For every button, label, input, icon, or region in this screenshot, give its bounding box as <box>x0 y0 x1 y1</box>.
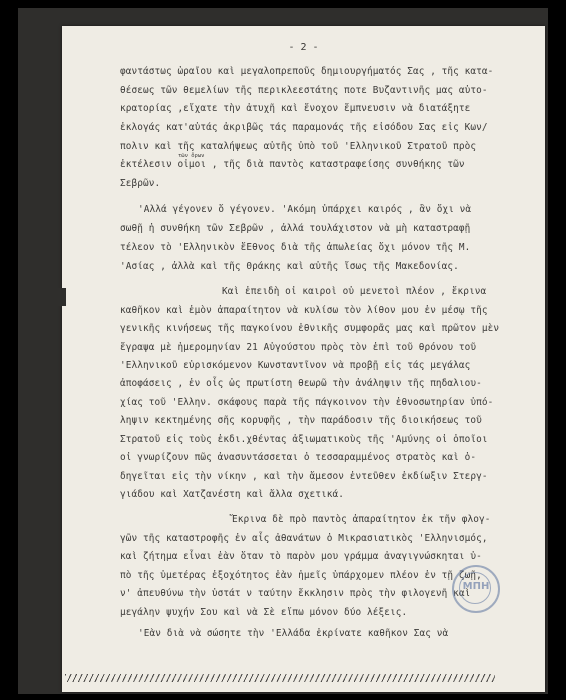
text-line: θέσεως τῶν θεμελίων τῆς περικλεεστάτης ποτε Βυζαντινῆς μας αὐτο- <box>120 85 488 96</box>
archive-stamp <box>452 565 500 613</box>
text-line: οἱ γνωρίζουν πῶς ἀνασυντάσσεται ὁ τεσσαραμμένος στρατὸς καὶ ὁ- <box>120 452 477 463</box>
typed-slash-rule <box>65 674 495 682</box>
text-line: ἔγραψα μὲ ἡμερομηνίαν 21 Αὐγούστου πρὸς τὸν ἐπὶ τοῦ θρόνου τοῦ <box>120 342 477 353</box>
text-line: 'Αλλά γέγονεν ὅ γέγονεν. 'Ακόμη ὑπάρχει καιρός , ἂν ὄχι νὰ <box>138 204 472 215</box>
paper-notch <box>56 288 66 306</box>
text-line: καὶ ζήτημα εἶναι ἐὰν ὅταν τὸ παρὸν μου γράμμα ἀναγιγνώσκηται ὑ- <box>120 551 482 562</box>
stamp-text: ΜΠΗ <box>462 581 490 592</box>
text-line: ἐκλογάς κατ'αὐτάς ἀκριβῶς τάς παραμονάς τῆς εἰσόδου Σας εἰς Κων/ <box>120 122 488 133</box>
text-line: κρατορίας ,εἴχατε τὴν ἀτυχῆ καὶ ἔνοχον ἔμπνευσιν νὰ διατάξητε <box>120 103 471 114</box>
page-number: - 2 - <box>288 42 319 53</box>
text-line: μεγάλην ψυχήν Σου καὶ νὰ Σὲ εἴπω μόνον δύο λέξεις. <box>120 607 408 618</box>
text-line: γενικῆς κινήσεως τῆς παγκοίνου ἐθνικῆς συμφορᾶς μας καὶ πρῶτον μὲν <box>120 323 500 334</box>
handwritten-annotation: τῶν ὅρων <box>178 153 205 159</box>
text-line: 'Εὰν διὰ νὰ σώσητε τὴν 'Ελλάδα ἐκρίνατε καθῆκον Σας νὰ <box>138 628 449 639</box>
text-line: γιάδου καὶ Χατζανέστη καὶ ἄλλα σχετικά. <box>120 489 345 500</box>
text-line: δηγεῖται εἰς τὴν νίκην , καὶ τὴν ἄμεσον ἐντεῦθεν ἐκδίωξιν Στεργ- <box>120 471 488 482</box>
text-line: Ἔκρινα δὲ πρὸ παντὸς ἀπαραίτητον ἐκ τῆν φλογ- <box>232 514 491 525</box>
text-line: γῶν τῆς καταστροφῆς ἐν αἷς ἀθανάτων ὁ Μικρασιατικὸς 'Ελληνισμός, <box>120 533 488 544</box>
text-line: ληψιν κεκτημένης σῆς κορυφῆς , τὴν παράδοσιν τῆς διοικήσεως τοῦ <box>120 415 482 426</box>
text-line: 'Ελληνικοῦ εὑρισκόμενον Κωνσταντῖνον νὰ προβῇ εἰς τάς μεγάλας <box>120 360 471 371</box>
text-line: ἀποφάσεις , ἐν οἷς ὡς πρωτίστη θεωρῶ τὴν ἀνάληψιν τῆς πηδαλιου- <box>120 378 482 389</box>
text-line: Στρατοῦ εἰς τοὺς ἐκδι.χθέντας ἀξιωματικοὺς τῆς 'Αμύνης οἱ ὁποῖοι <box>120 434 488 445</box>
text-line: ν' ἀπευθύνω τὴν ὑστάτ ν ταύτην ἔκκλησιν πρὸς τὴν φιλογενῆ καὶ <box>120 588 471 599</box>
text-line: ἐκτέλεσιν οἱμοι , τῆς διὰ παντὸς καταστραφείσης συνθήκης τῶν <box>120 159 465 170</box>
text-line: 'Ασίας , ἀλλὰ καὶ τῆς Θράκης καὶ αὐτῆς ἴσως τῆς Μακεδονίας. <box>120 261 459 272</box>
text-line: τέλεον τὸ 'Ελληνικὸν ἔΕθνος διὰ τῆς ἀπωλείας ὄχι μόνον τῆς Μ. <box>120 242 471 253</box>
text-line: σωθῇ ἡ συνθήκη τῶν Σεβρῶν , ἀλλά τουλάχιστον νὰ μὴ καταστραφῇ <box>120 223 471 234</box>
text-line: Σεβρῶν. <box>120 178 161 189</box>
text-line: Καὶ ἐπειδὴ οἱ καιροὶ οὐ μενετοὶ πλέον , ἔκρινα <box>222 286 487 297</box>
text-line: φαντάστως ὡραῖου καὶ μεγαλοπρεποῦς δημιουργήματός Σας , τῆς κατα- <box>120 66 494 77</box>
text-line: πὸ τῆς ὑμετέρας ἐξοχότητος ἐὰν ἡμεῖς ὑπάρχομεν πλέον ἐν τῇ ζωῇ, <box>120 570 482 581</box>
text-line: καθῆκον καὶ ἐμὸν ἀπαραίτητον νὰ κυλίσω τὸν λίθον μου ἐν μέσῳ τῆς <box>120 305 488 316</box>
text-line: πολιν καὶ τῆς καταλήψεως αὐτῆς ὑπὸ τοῦ 'Ελληνικοῦ Στρατοῦ πρὸς <box>120 141 477 152</box>
text-line: χίας τοῦ 'Ελλην. σκάφους παρὰ τῆς πάγκοινον τὴν ἐθνοσωτηρίαν ὑπό- <box>120 397 494 408</box>
